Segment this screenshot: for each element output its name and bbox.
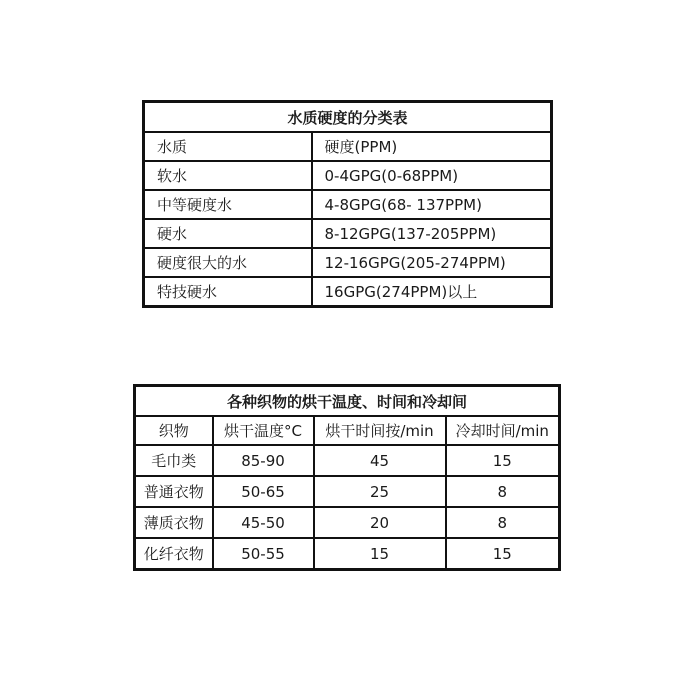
table-cell: 毛巾类 bbox=[135, 445, 213, 476]
table-row bbox=[144, 277, 552, 307]
table-row bbox=[135, 476, 560, 507]
table-cell: 4-8GPG(68- 137PPM) bbox=[312, 190, 552, 219]
table-row bbox=[144, 190, 552, 219]
table-cell: 中等硬度水 bbox=[144, 190, 312, 219]
table-cell: 16GPG(274PPM)以上 bbox=[312, 277, 552, 307]
table-row bbox=[135, 507, 560, 538]
table-cell: 硬度(PPM) bbox=[312, 132, 552, 161]
table-cell: 硬度很大的水 bbox=[144, 248, 312, 277]
table-cell: 12-16GPG(205-274PPM) bbox=[312, 248, 552, 277]
table-row bbox=[144, 248, 552, 277]
table-cell: 薄质衣物 bbox=[135, 507, 213, 538]
table-cell: 0-4GPG(0-68PPM) bbox=[312, 161, 552, 190]
table-cell: 85-90 bbox=[213, 445, 314, 476]
table-title: 水质硬度的分类表 bbox=[144, 102, 552, 133]
column-header: 冷却时间/min bbox=[446, 416, 560, 445]
table-cell: 20 bbox=[314, 507, 446, 538]
table-row bbox=[135, 445, 560, 476]
table-cell: 50-65 bbox=[213, 476, 314, 507]
table-cell: 普通衣物 bbox=[135, 476, 213, 507]
table-cell: 50-55 bbox=[213, 538, 314, 570]
column-header: 烘干时间按/min bbox=[314, 416, 446, 445]
table-cell: 15 bbox=[446, 538, 560, 570]
table-cell: 8-12GPG(137-205PPM) bbox=[312, 219, 552, 248]
table-cell: 硬水 bbox=[144, 219, 312, 248]
column-header: 烘干温度°C bbox=[213, 416, 314, 445]
table-cell: 软水 bbox=[144, 161, 312, 190]
table-cell: 45-50 bbox=[213, 507, 314, 538]
table-cell: 25 bbox=[314, 476, 446, 507]
water-hardness-table bbox=[142, 100, 553, 308]
table-row bbox=[144, 161, 552, 190]
table-cell: 水质 bbox=[144, 132, 312, 161]
column-header: 织物 bbox=[135, 416, 213, 445]
table-cell: 化纤衣物 bbox=[135, 538, 213, 570]
table-cell: 15 bbox=[314, 538, 446, 570]
table-row bbox=[135, 538, 560, 570]
table-row bbox=[144, 219, 552, 248]
table-cell: 45 bbox=[314, 445, 446, 476]
table-row bbox=[144, 132, 552, 161]
table-header-row bbox=[135, 416, 560, 445]
table-title: 各种织物的烘干温度、时间和冷却间 bbox=[135, 386, 560, 417]
table-cell: 8 bbox=[446, 507, 560, 538]
fabric-drying-table bbox=[133, 384, 561, 571]
table-cell: 8 bbox=[446, 476, 560, 507]
table-cell: 15 bbox=[446, 445, 560, 476]
table-cell: 特技硬水 bbox=[144, 277, 312, 307]
